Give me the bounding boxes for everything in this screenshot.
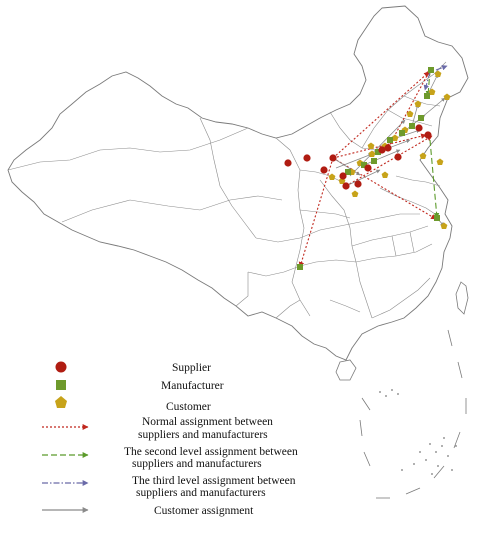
manufacturer-marker [387,137,393,143]
island-dot [397,393,399,395]
sea-boundary-dashes [360,330,466,498]
manufacturer-marker [424,93,430,99]
customer-marker [435,71,442,78]
legend-normal-label-2: suppliers and manufacturers [138,429,268,441]
customer-marker [368,143,375,150]
legend-second-label-1: The second level assignment between [124,446,298,458]
island-dot [455,445,457,447]
customer-marker [437,159,444,166]
island-dot [443,437,445,439]
legend-supplier-icon [56,362,67,373]
supplier-marker [424,131,431,138]
supplier-marker [394,153,401,160]
province-borders [8,62,446,318]
manufacturer-marker [371,158,377,164]
island-dot [425,459,427,461]
supplier-marker [384,144,391,151]
manufacturer-marker [297,264,303,270]
manufacturer-marker [434,215,440,221]
country-outline [8,6,468,360]
legend-second-label-2: suppliers and manufacturers [132,458,262,470]
customer-marker [444,94,451,101]
customer-marker [382,172,389,179]
legend [42,362,298,518]
supplier-marker [284,159,291,166]
supplier-marker [329,154,336,161]
legend-customer-icon [55,396,67,408]
island-dot [431,473,433,475]
supplier-marker [415,124,422,131]
legend-customer-label: Customer [166,401,211,413]
manufacturer-marker [428,67,434,73]
supplier-marker [354,180,361,187]
supplier-marker [339,172,346,179]
customer-marker [415,101,422,108]
customer-marker [420,153,427,160]
manufacturer-marker [399,130,405,136]
island-dot [391,389,393,391]
supplier-markers [284,124,431,189]
legend-third-label-1: The third level assignment between [132,475,296,487]
island-dot [419,451,421,453]
supplier-marker [342,182,349,189]
island-dot [385,395,387,397]
manufacturer-marker [418,115,424,121]
island-dot [401,469,403,471]
supplier-marker [364,164,371,171]
legend-manufacturer-icon [56,380,66,390]
normal-assignment-line [300,158,333,267]
island-dots [379,389,457,475]
legend-normal-label-1: Normal assignment between [142,416,273,428]
island-dot [437,465,439,467]
legend-customer-assignment-label: Customer assignment [154,505,254,517]
second-level-line [430,140,437,218]
island-dot [447,455,449,457]
island-dot [379,391,381,393]
hainan-island [336,360,356,380]
island-dot [435,451,437,453]
legend-supplier-label: Supplier [172,362,211,374]
legend-third-label-2: suppliers and manufacturers [136,487,266,499]
island-dot [451,469,453,471]
manufacturer-marker [409,123,415,129]
taiwan-island [456,282,468,314]
legend-manufacturer-label: Manufacturer [161,380,224,392]
customer-marker [352,191,359,198]
customer-marker [329,174,336,181]
island-dot [441,445,443,447]
island-dot [429,443,431,445]
supplier-marker [303,154,310,161]
island-dot [413,463,415,465]
supplier-marker [320,166,327,173]
